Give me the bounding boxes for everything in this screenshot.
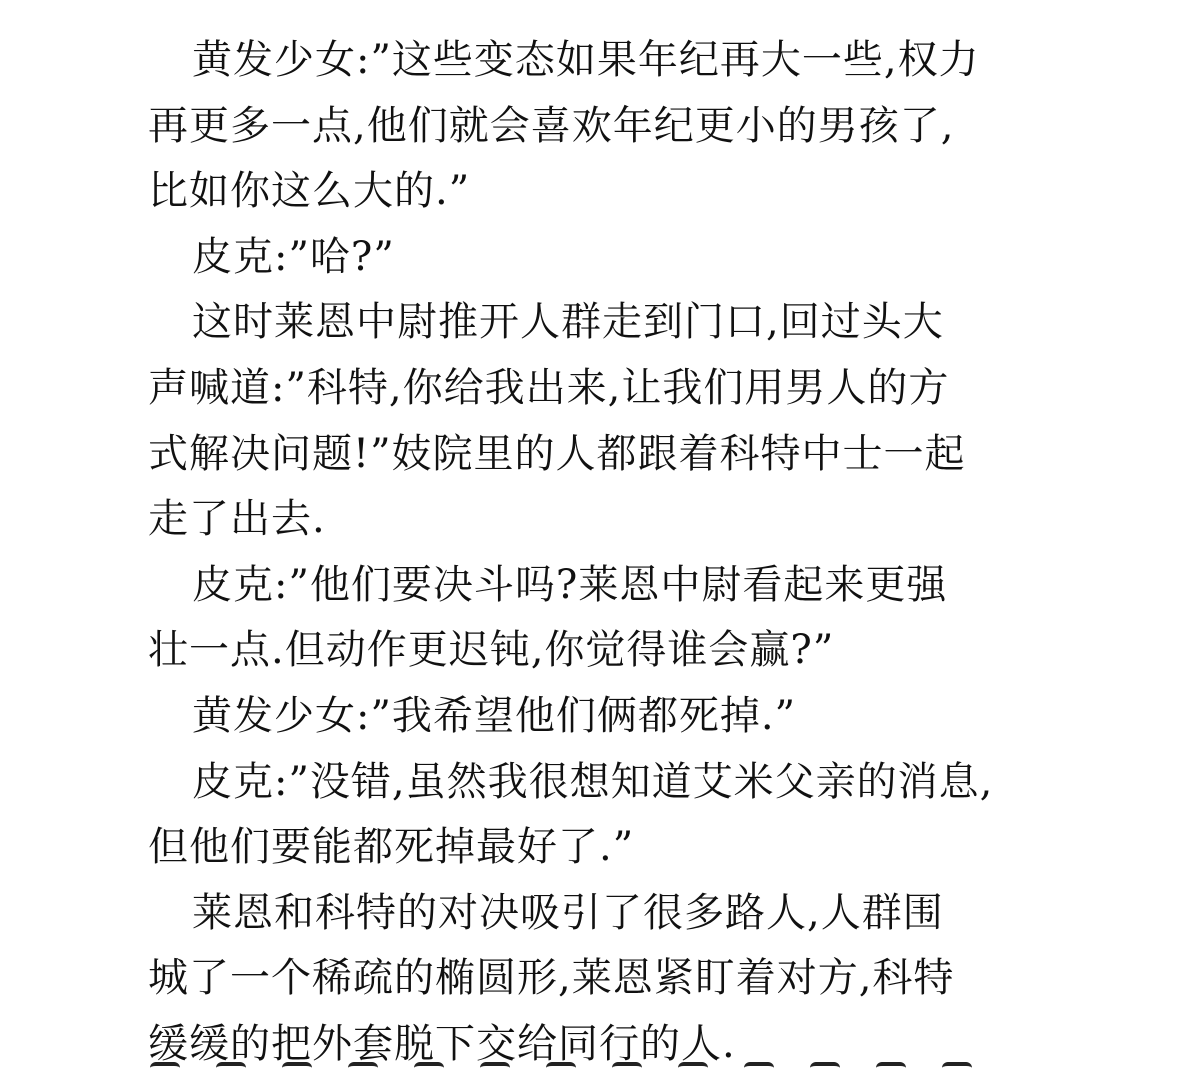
text-line: 皮克:”没错,虽然我很想知道艾米父亲的消息, (192, 758, 994, 805)
paragraph-1 (148, 28, 1038, 225)
glyph-fragment (876, 1062, 906, 1076)
glyph-fragment (678, 1062, 708, 1076)
text-line: 再更多一点,他们就会喜欢年纪更小的男孩了, (148, 102, 955, 149)
story-text (148, 28, 1038, 1078)
glyph-fragment (282, 1062, 312, 1076)
paragraph-2 (148, 225, 1038, 291)
cut-off-text-line (150, 1062, 1010, 1080)
text-line: 皮克:”他们要决斗吗?莱恩中尉看起来更强 (192, 561, 948, 608)
text-line: 城了一个稀疏的椭圆形,莱恩紧盯着对方,科特 (148, 955, 955, 1002)
text-line: 走了出去. (148, 496, 326, 543)
glyph-fragment (348, 1062, 378, 1076)
text-line: 皮克:”哈?” (192, 233, 395, 280)
paragraph-5 (148, 684, 1038, 750)
text-line: 黄发少女:”我希望他们俩都死掉.” (192, 692, 797, 739)
text-line: 莱恩和科特的对决吸引了很多路人,人群围 (192, 889, 944, 936)
glyph-fragment (150, 1062, 180, 1076)
text-line: 比如你这么大的.” (148, 168, 471, 215)
glyph-fragment (546, 1062, 576, 1076)
text-line: 黄发少女:”这些变态如果年纪再大一些,权力 (192, 37, 980, 83)
paragraph-4 (148, 553, 1038, 684)
glyph-fragment (480, 1062, 510, 1076)
glyph-fragment (414, 1062, 444, 1076)
glyph-fragment (216, 1062, 246, 1076)
glyph-fragment (744, 1062, 774, 1076)
paragraph-3 (148, 290, 1038, 552)
paragraph-7 (148, 881, 1038, 1078)
text-line: 式解决问题!”妓院里的人都跟着科特中士一起 (148, 430, 966, 477)
text-line: 壮一点.但动作更迟钝,你觉得谁会赢?” (148, 627, 835, 674)
glyph-fragment (942, 1062, 972, 1076)
text-line: 缓缓的把外套脱下交给同行的人. (148, 1020, 736, 1067)
text-line: 这时莱恩中尉推开人群走到门口,回过头大 (192, 299, 944, 346)
glyph-fragment (810, 1062, 840, 1076)
text-line: 声喊道:”科特,你给我出来,让我们用男人的方 (148, 364, 950, 411)
text-line: 但他们要能都死掉最好了.” (148, 824, 635, 871)
paragraph-6 (148, 750, 1038, 881)
glyph-fragment (612, 1062, 642, 1076)
